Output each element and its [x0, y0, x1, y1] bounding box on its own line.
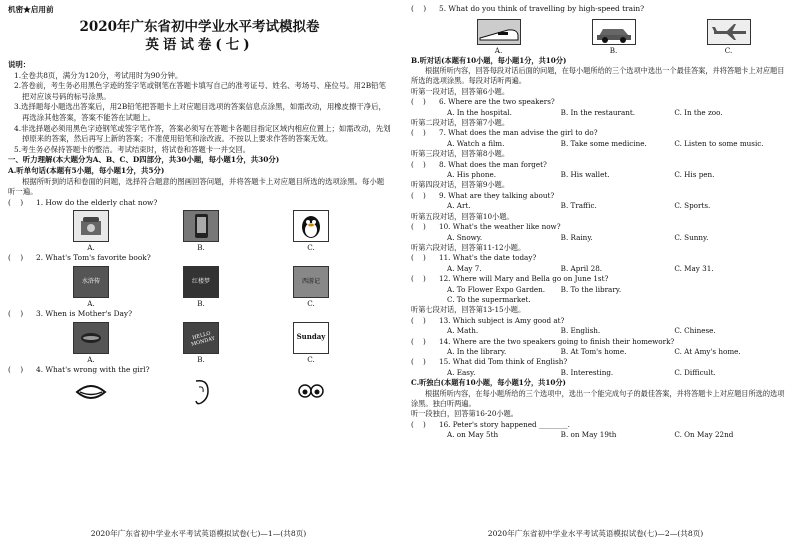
car-icon: [592, 19, 636, 45]
option-c[interactable]: C. Sunny.: [674, 232, 709, 242]
question-1: [8, 198, 391, 209]
option-label: C.: [307, 354, 315, 364]
page-right: [397, 0, 794, 543]
question: [411, 222, 788, 232]
question: [411, 253, 788, 263]
book-a-title: 水浒传: [81, 277, 100, 285]
question-text: 12. Where will Mary and Bella go on June 1st?: [439, 274, 609, 284]
page-footer-right: 2020年广东省初中学业水平考试英语模拟试卷(七)—2—(共8页): [487, 529, 704, 538]
option-c[interactable]: C. In the zoo.: [674, 107, 723, 117]
question-options: [411, 285, 788, 295]
option-c[interactable]: C. At Amy's home.: [674, 346, 741, 356]
question: [411, 128, 788, 138]
question-text: 11. What's the date today?: [439, 253, 537, 263]
option-a[interactable]: A. In the library.: [447, 346, 507, 356]
sunday-text: Sunday: [296, 331, 326, 341]
question: [411, 191, 788, 201]
question-5: [411, 4, 788, 15]
paren-open: (: [8, 308, 11, 318]
high-speed-train-icon: [477, 19, 521, 45]
option-a[interactable]: A. on May 5th: [447, 430, 499, 440]
option-label: C.: [724, 45, 733, 55]
section-b-heading: B.听对话(本题有10小题，每小题1分，共10分): [411, 55, 567, 65]
question-options: [411, 108, 788, 118]
smartphone-icon: [183, 210, 219, 242]
question-options: [411, 233, 788, 243]
question-3-pictures: [8, 322, 391, 365]
mouth-icon: [74, 377, 108, 407]
section-b-desc: 根据所听内容，回答每段对话后面的问题，在每小题所给的三个选项中选出一个最佳答案，并将答题卡上对应题目所选的选项涂黑。每段对话听两遍。: [411, 66, 785, 86]
question-text: 8. What does the man forget?: [439, 159, 547, 169]
question-text: 10. What's the weather like now?: [439, 222, 561, 232]
option-a[interactable]: A. Watch a film.: [447, 138, 505, 148]
book-cover-icon: [293, 266, 329, 298]
question-options: [411, 170, 788, 180]
answer-bracket[interactable]: ( ): [411, 253, 426, 263]
question-2-text: 2. What's Tom's favorite book?: [36, 253, 151, 263]
option-label: B.: [197, 243, 205, 253]
question-4: [8, 365, 391, 376]
option-b[interactable]: B. His wallet.: [560, 170, 610, 180]
paren-close: ): [20, 197, 24, 207]
dialogue-intro: 听第二段对话，回答第7小题。: [411, 118, 510, 128]
option-label: B.: [609, 45, 618, 55]
section-c-intro: 听一段独白，回答第16-20小题。: [411, 409, 518, 419]
question-16-options: [411, 430, 788, 440]
ear-icon: [184, 377, 218, 407]
section-c-desc: 根据所听内容，在每小题所给的三个选项中，选出一个能完成句子的最佳答案，并将答题卡上对应题目所选的选项涂黑。独白听两遍。: [411, 388, 785, 408]
question-options: [411, 264, 788, 274]
book-b-title: 红楼梦: [191, 277, 210, 285]
question-options: [411, 368, 788, 378]
secret-label: 机密★启用前: [8, 5, 54, 14]
section-listening: 一、听力理解(本大题分为A、B、C、D四部分，共30小题，每小题1分，共30分): [8, 155, 280, 165]
sunday-icon: [293, 322, 329, 354]
option-b[interactable]: B. Interesting.: [560, 367, 614, 377]
answer-bracket[interactable]: ( ): [411, 159, 426, 169]
question-4-pictures: [8, 377, 391, 407]
lips-photo-icon: [73, 322, 109, 354]
hello-monday-icon: [183, 322, 219, 354]
question-5-pictures: [411, 19, 788, 56]
question-text: 7. What does the man advise the girl to do?: [439, 128, 598, 138]
section-a-heading: A.听单句话(本题有5小题，每小题1分，共5分): [8, 165, 165, 175]
answer-bracket[interactable]: ( ): [411, 274, 426, 284]
option-label: C.: [307, 298, 315, 308]
question-3: [8, 309, 391, 320]
answer-bracket[interactable]: ( ): [411, 97, 426, 107]
option-b[interactable]: B. Traffic.: [560, 201, 597, 211]
dialogue-blocks: [411, 87, 788, 378]
paren-close: ): [20, 364, 24, 374]
dialogue-intro: 听第五段对话，回答第10小题。: [411, 211, 514, 221]
question-text: 14. Where are the two speakers going to finish their homework?: [439, 336, 675, 346]
dialogue-intro: 听第一段对话，回答第6小题。: [411, 86, 510, 96]
dialogue-intro: 听第三段对话，回答第8小题。: [411, 149, 510, 159]
book-cover-icon: [73, 266, 109, 298]
option-c[interactable]: C. On May 22nd: [674, 430, 734, 440]
question-16-text: 16. Peter's story happened ________.: [439, 419, 570, 429]
option-label: B.: [197, 298, 205, 308]
question-5-text: 5. What do you think of travelling by high-speed train?: [439, 4, 645, 13]
question-text: 9. What are they talking about?: [439, 190, 555, 200]
note-1: 1.全卷共8页，满分为120分，考试用时为90分钟。: [14, 70, 183, 80]
paren-open: (: [411, 4, 414, 13]
airplane-icon: [707, 19, 751, 45]
question: [411, 160, 788, 170]
option-c[interactable]: C. His pen.: [674, 170, 715, 180]
exam-title: 2020年广东省初中学业水平考试模拟卷: [79, 19, 320, 35]
paren-open: (: [8, 364, 11, 374]
question-1-text: 1. How do the elderly chat now?: [36, 197, 158, 207]
option-b[interactable]: B. on May 19th: [560, 430, 617, 440]
question: [411, 97, 788, 107]
question-text: 13. Which subject is Amy good at?: [439, 315, 565, 325]
answer-bracket[interactable]: ( ): [411, 336, 426, 346]
paren-close: ): [20, 308, 24, 318]
option-c[interactable]: C. Listen to some music.: [674, 138, 764, 148]
telephone-icon: [73, 210, 109, 242]
option-b[interactable]: B. English.: [560, 326, 601, 336]
option-b[interactable]: B. Take some medicine.: [560, 138, 647, 148]
option-label: A.: [87, 298, 95, 308]
option-c[interactable]: C. Sports.: [674, 201, 711, 211]
note-3: 3.选择题每小题选出答案后，用2B铅笔把答题卡上对应题目选项的答案信息点涂黑，如需改动，用橡皮擦干净后，再选涂其他答案，答案不能答在试题上。: [14, 102, 386, 122]
option-c[interactable]: C. Difficult.: [674, 367, 716, 377]
question-options: [411, 326, 788, 336]
option-a[interactable]: A. May 7.: [447, 263, 482, 273]
book-cover-icon: [183, 266, 219, 298]
option-label: A.: [494, 45, 503, 55]
option-c[interactable]: C. To the supermarket.: [447, 294, 531, 304]
option-b[interactable]: B. Rainy.: [560, 232, 593, 242]
question-options: [411, 347, 788, 357]
dialogue-intro: 听第四段对话，回答第9小题。: [411, 180, 510, 190]
question-3-text: 3. When is Mother's Day?: [36, 308, 133, 318]
question-16: ( ) 16. Peter's story happened ________.: [411, 419, 570, 429]
paren-open: (: [8, 197, 11, 207]
option-label: B.: [197, 354, 205, 364]
note-5: 5.考生务必保持答题卡的整洁。考试结束时，将试卷和答题卡一并交回。: [14, 144, 251, 154]
option-c[interactable]: C. May 31.: [674, 263, 714, 273]
option-b[interactable]: B. In the restaurant.: [560, 107, 636, 117]
option-a[interactable]: A. Easy.: [447, 367, 476, 377]
option-label: A.: [87, 243, 95, 253]
eyes-icon: [294, 377, 328, 407]
question-text: 6. Where are the two speakers?: [439, 97, 555, 107]
paren-close: ): [423, 4, 427, 13]
question: [411, 316, 788, 326]
question: [411, 337, 788, 347]
exam-subtitle: 英语试卷(七): [145, 37, 254, 53]
section-a-desc: 根据所听到的话和卷面的问题，选择符合题意的图画回答问题，并将答题卡上对应题目所选的选项涂黑。每小题听一遍。: [8, 176, 385, 197]
option-a[interactable]: A. To Flower Expo Garden.: [447, 284, 546, 294]
question-1-pictures: [8, 210, 391, 253]
option-a[interactable]: A. Snowy.: [447, 232, 483, 242]
answer-bracket[interactable]: ( ): [411, 222, 426, 232]
question-options-extra: [411, 295, 788, 305]
question-options: [411, 139, 788, 149]
answer-bracket[interactable]: ( ): [411, 128, 426, 138]
option-label: A.: [87, 354, 95, 364]
note-2: 2.答卷前，考生务必用黑色字迹的签字笔或钢笔在答题卡填写自己的准考证号、姓名、考场号、座位号。用2B铅笔把对应该号码的标号涂黑。: [14, 81, 386, 101]
question-options: [411, 201, 788, 211]
paren-open: (: [8, 253, 11, 263]
qq-penguin-icon: [293, 210, 329, 242]
note-4: 4.非选择题必须用黑色字迹钢笔或签字笔作答，答案必须写在答题卡各题目指定区域内相应位置上；如需改动，先划掉原来的答案，然后再写上新的答案；不准使用铅笔和涂改液。不按以上要求作答的答案无效。: [14, 123, 391, 144]
page-footer-left: 2020年广东省初中学业水平考试英语模拟试卷(七)—1—(共8页): [90, 529, 307, 538]
question-2: [8, 253, 391, 264]
option-a[interactable]: A. In the hospital.: [447, 107, 512, 117]
answer-bracket[interactable]: ( ): [411, 357, 426, 367]
option-a[interactable]: A. Art.: [447, 201, 471, 211]
question-text: 15. What did Tom think of English?: [439, 357, 568, 367]
dialogue-intro: 听第六段对话，回答第11-12小题。: [411, 242, 526, 252]
option-b[interactable]: B. To the library.: [560, 284, 622, 294]
section-c-heading: C.听独白(本题有10小题，每小题1分，共10分): [411, 378, 566, 388]
question: [411, 357, 788, 367]
hello-monday-text: HELLO MONDAY: [190, 330, 216, 348]
question: [411, 274, 788, 284]
dialogue-intro: 听第七段对话，回答第13-15小题。: [411, 305, 526, 315]
question-4-text: 4. What's wrong with the girl?: [36, 364, 150, 374]
option-a[interactable]: A. His phone.: [447, 170, 497, 180]
notes-heading: 说明：: [8, 60, 31, 69]
question-2-pictures: [8, 266, 391, 309]
book-c-title: 西游记: [301, 277, 320, 285]
answer-bracket[interactable]: ( ): [411, 190, 426, 200]
option-b[interactable]: B. At Tom's home.: [560, 346, 627, 356]
option-c[interactable]: C. Chinese.: [674, 326, 716, 336]
paren-close: ): [20, 253, 24, 263]
answer-bracket[interactable]: ( ): [411, 315, 426, 325]
option-b[interactable]: B. April 28.: [560, 263, 603, 273]
option-a[interactable]: A. Math.: [447, 326, 479, 336]
option-label: C.: [307, 243, 315, 253]
